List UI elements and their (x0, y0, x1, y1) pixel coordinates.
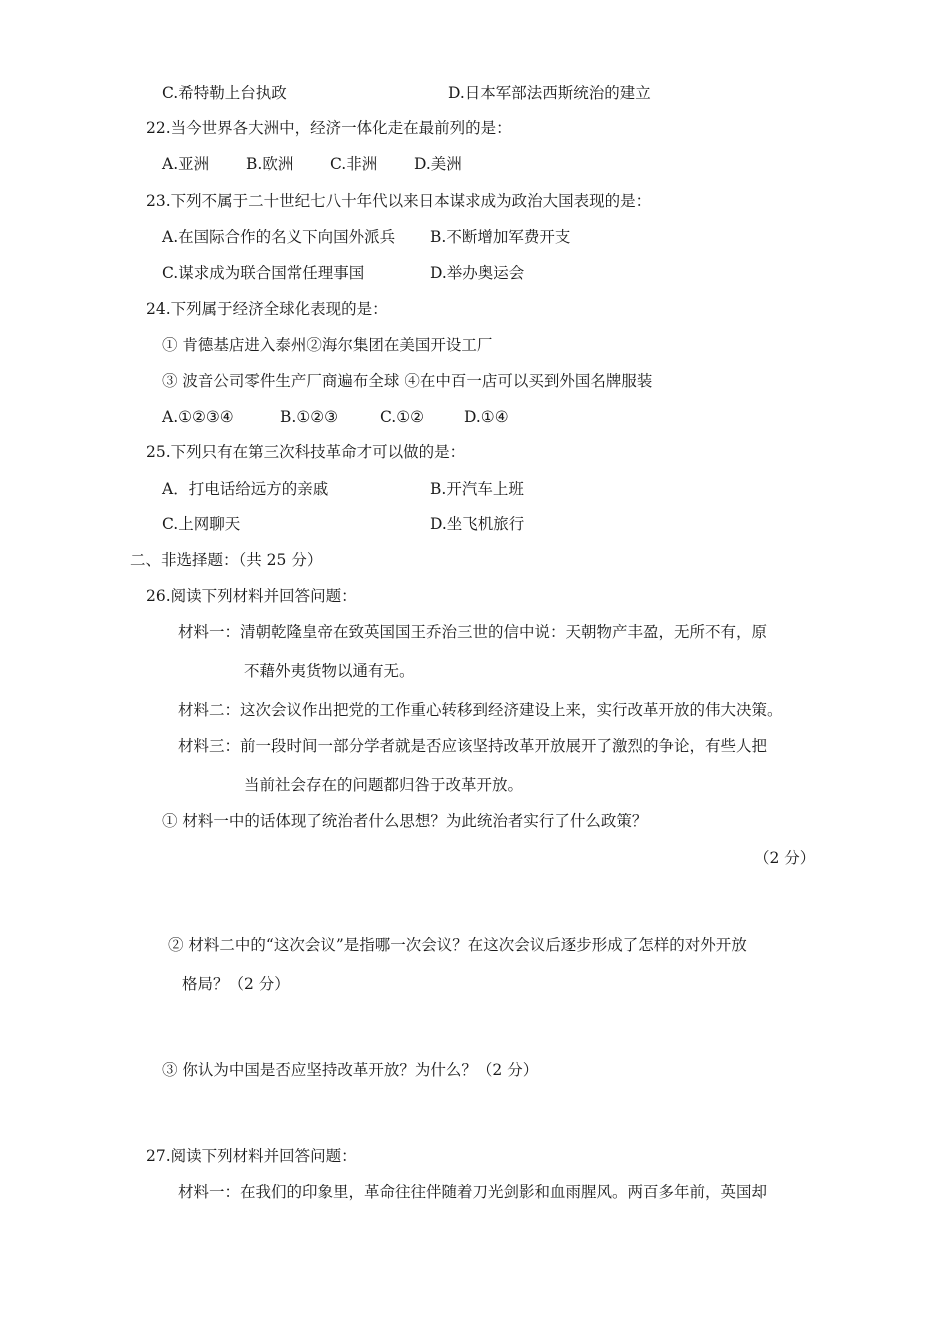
q25-option-d: D.坐飞机旅行 (430, 515, 525, 533)
q22-stem: 22.当今世界各大洲中，经济一体化走在最前列的是： (146, 119, 512, 137)
q26-subquestion-3: ③ 你认为中国是否应坚持改革开放？为什么？（2 分） (162, 1061, 539, 1079)
q26-subquestion-2-line-1: ② 材料二中的“这次会议”是指哪一次会议？在这次会议后逐步形成了怎样的对外开放 (168, 936, 747, 954)
q26-material-1-line-2: 不藉外夷货物以通有无。 (244, 662, 415, 680)
q23-option-c: C.谋求成为联合国常任理事国 (162, 264, 365, 282)
q25-option-a: A．打电话给远方的亲戚 (162, 480, 329, 498)
q22-option-b: B.欧洲 (246, 155, 294, 173)
section-2-title: 二、非选择题：（共 25 分） (130, 551, 323, 569)
q27-material-1-line-1: 材料一：在我们的印象里，革命往往伴随着刀光剑影和血雨腥风。两百多年前，英国却 (178, 1183, 768, 1201)
q26-material-1-line-1: 材料一：清朝乾隆皇帝在致英国国王乔治三世的信中说：天朝物产丰盈，无所不有，原 (178, 623, 768, 641)
q26-material-3-line-1: 材料三：前一段时间一部分学者就是否应该坚持改革开放展开了激烈的争论，有些人把 (178, 737, 768, 755)
q22-option-d: D.美洲 (414, 155, 462, 173)
q23-option-b: B.不断增加军费开支 (430, 228, 571, 246)
q26-material-2: 材料二：这次会议作出把党的工作重心转移到经济建设上来，实行改革开放的伟大决策。 (178, 701, 783, 719)
q24-option-c: C.①② (380, 408, 425, 426)
q24-option-b: B.①②③ (280, 408, 339, 426)
q24-option-a: A.①②③④ (162, 408, 234, 426)
q21-option-d: D.日本军部法西斯统治的建立 (448, 84, 651, 102)
q25-option-c: C.上网聊天 (162, 515, 241, 533)
q25-stem: 25.下列只有在第三次科技革命才可以做的是： (146, 443, 466, 461)
q26-subquestion-1-score: （2 分） (754, 849, 816, 867)
q23-option-d: D.举办奥运会 (430, 264, 525, 282)
q26-material-3-line-2: 当前社会存在的问题都归咎于改革开放。 (244, 776, 524, 794)
q24-stem: 24.下列属于经济全球化表现的是： (146, 300, 388, 318)
q22-option-a: A.亚洲 (162, 155, 210, 173)
q24-option-d: D.①④ (464, 408, 509, 426)
q26-subquestion-2-line-2: 格局？（2 分） (182, 975, 290, 993)
q24-item-line-1: ① 肯德基店进入泰州②海尔集团在美国开设工厂 (162, 336, 493, 354)
q26-stem: 26.阅读下列材料并回答问题： (146, 587, 357, 605)
q23-stem: 23.下列不属于二十世纪七八十年代以来日本谋求成为政治大国表现的是： (146, 192, 652, 210)
q25-option-b: B.开汽车上班 (430, 480, 524, 498)
q21-option-c: C.希特勒上台执政 (162, 84, 287, 102)
q27-stem: 27.阅读下列材料并回答问题： (146, 1147, 357, 1165)
q22-option-c: C.非洲 (330, 155, 378, 173)
q26-subquestion-1: ① 材料一中的话体现了统治者什么思想？为此统治者实行了什么政策？ (162, 812, 648, 830)
q24-item-line-2: ③ 波音公司零件生产厂商遍布全球 ④在中百一店可以买到外国名牌服装 (162, 372, 653, 390)
q23-option-a: A.在国际合作的名义下向国外派兵 (162, 228, 396, 246)
